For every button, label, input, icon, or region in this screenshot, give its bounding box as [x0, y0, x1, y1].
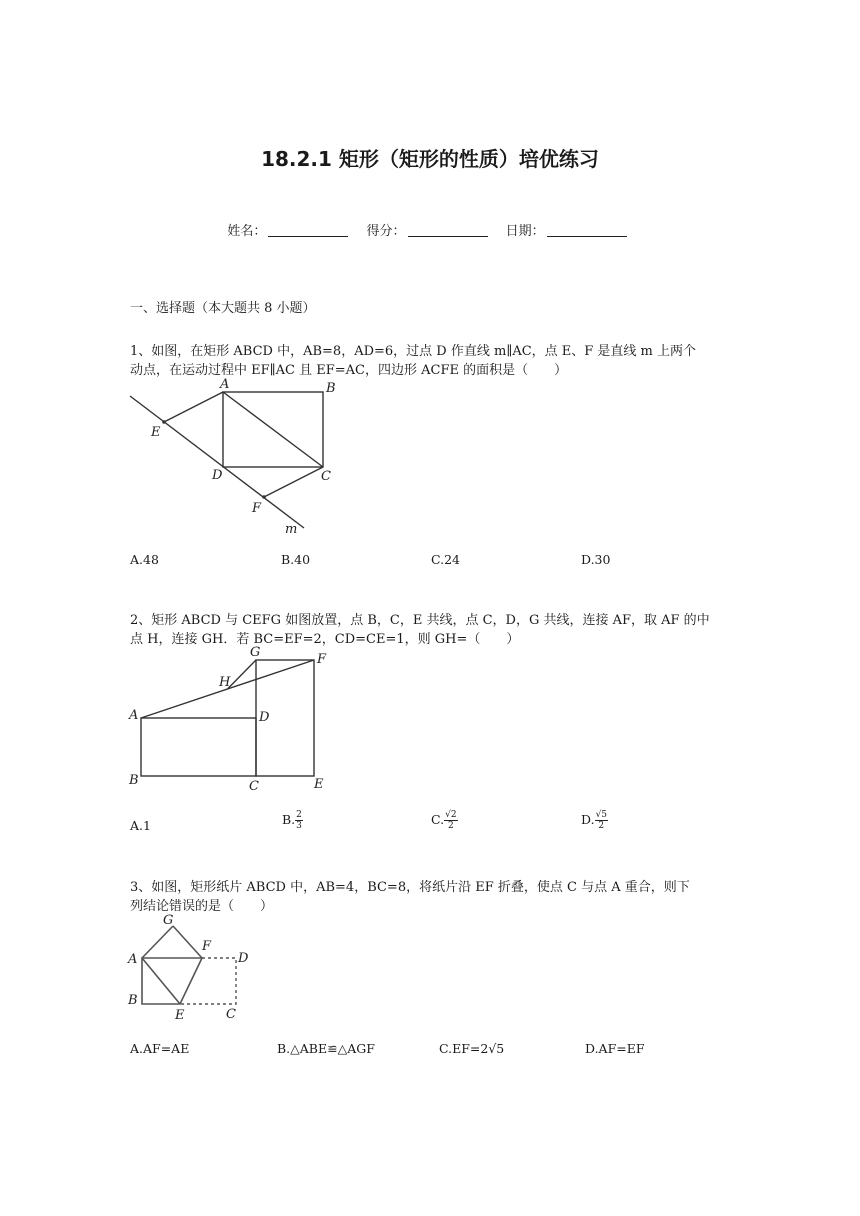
q2-text-line2: 点 H，连接 GH．若 BC=EF=2，CD=CE=1，则 GH=（ ） [130, 632, 520, 647]
q2-text-line1: 2、矩形 ABCD 与 CEFG 如图放置，点 B，C，E 共线，点 C，D，G 共线，连接 AF，取 AF 的中 [130, 613, 710, 628]
section-heading: 一、选择题（本大题共 8 小题） [130, 301, 316, 316]
page-title: 18.2.1 矩形（矩形的性质）培优练习 [261, 147, 599, 171]
q3-text-line2: 列结论错误的是（ ） [130, 899, 274, 914]
q2-label-b: B [129, 773, 139, 788]
q2-option-b-numerator: 2 [296, 810, 302, 820]
q1-option-d[interactable]: D.30 [581, 552, 611, 567]
q1-label-f: F [252, 501, 262, 516]
q2-option-d-numerator: √5 [595, 810, 608, 820]
q3-option-c[interactable]: C.EF=2√5 [439, 1041, 505, 1056]
q3-segment-ag [142, 926, 173, 958]
date-label: 日期： [505, 224, 545, 239]
score-blank[interactable] [408, 236, 488, 237]
q2-option-b-denominator: 3 [296, 821, 302, 831]
score-label: 得分： [366, 224, 406, 239]
name-blank[interactable] [268, 236, 348, 237]
q2-option-d[interactable] [581, 810, 608, 831]
q1-label-a: A [220, 377, 230, 392]
q1-label-d: D [212, 468, 223, 483]
q3-option-d[interactable]: D.AF=EF [585, 1041, 645, 1056]
q2-option-c-denominator: 2 [447, 821, 454, 831]
q3-segment-ae [142, 958, 180, 1004]
q1-label-c: C [321, 469, 331, 484]
q1-line-m [130, 396, 304, 528]
q2-label-a: A [129, 708, 139, 723]
q1-diagonal-ac [223, 392, 323, 467]
q1-text-line2: 动点，在运动过程中 EF∥AC 且 EF=AC，四边形 ACFE 的面积是（ ） [130, 363, 568, 378]
q1-segment-cf [264, 467, 323, 497]
q2-label-d: D [259, 710, 270, 725]
q3-folded-part [180, 958, 236, 1004]
date-blank[interactable] [547, 236, 627, 237]
name-label: 姓名： [227, 224, 267, 239]
student-info-line [0, 220, 860, 239]
q1-option-b[interactable]: B.40 [281, 552, 311, 567]
q3-label-a: A [128, 952, 138, 967]
q3-quad-abef [142, 958, 202, 1004]
q2-option-b[interactable] [282, 810, 303, 831]
q2-option-d-fraction [595, 810, 608, 831]
q3-label-b: B [128, 993, 138, 1008]
q3-figure [126, 908, 256, 1022]
q1-segment-ea [164, 392, 223, 422]
q2-option-d-prefix: D. [581, 812, 595, 827]
q2-label-f: F [317, 652, 327, 667]
q3-label-g: G [163, 913, 174, 928]
q1-label-m: m [285, 522, 298, 537]
q3-label-c: C [226, 1007, 236, 1022]
q1-option-c[interactable]: C.24 [431, 552, 460, 567]
q3-text-line1: 3、如图，矩形纸片 ABCD 中，AB=4，BC=8，将纸片沿 EF 折叠，使点 C 与点 A 重合，则下 [130, 880, 690, 895]
q1-label-b: B [326, 381, 336, 396]
q1-text-line1: 1、如图，在矩形 ABCD 中，AB=8，AD=6，过点 D 作直线 m∥AC，点 E、F 是直线 m 上两个 [130, 344, 697, 359]
q2-label-g: G [250, 645, 261, 660]
q2-label-h: H [219, 675, 231, 690]
q2-option-c-numerator: √2 [445, 810, 457, 820]
q3-label-e: E [175, 1008, 185, 1023]
q1-label-e: E [151, 425, 161, 440]
q3-option-a[interactable]: A.AF=AE [130, 1041, 190, 1056]
q2-option-c[interactable] [431, 810, 458, 831]
q1-option-a[interactable]: A.48 [130, 552, 159, 567]
q2-rect-abcd [141, 718, 256, 776]
q2-option-a[interactable]: A.1 [130, 818, 151, 833]
q2-option-c-fraction [444, 810, 457, 831]
q2-option-b-prefix: B. [282, 812, 296, 827]
q2-label-e: E [314, 777, 324, 792]
q2-option-d-denominator: 2 [598, 821, 605, 831]
q3-label-d: D [238, 951, 249, 966]
q3-segment-gf [173, 926, 202, 958]
q2-label-c: C [249, 779, 259, 794]
q2-option-c-prefix: C. [431, 812, 445, 827]
q2-figure [126, 644, 338, 794]
q3-option-b[interactable]: B.△ABE≌△AGF [277, 1041, 375, 1056]
q3-label-f: F [202, 939, 212, 954]
q2-option-b-fraction [295, 810, 303, 831]
q1-figure [128, 377, 336, 540]
